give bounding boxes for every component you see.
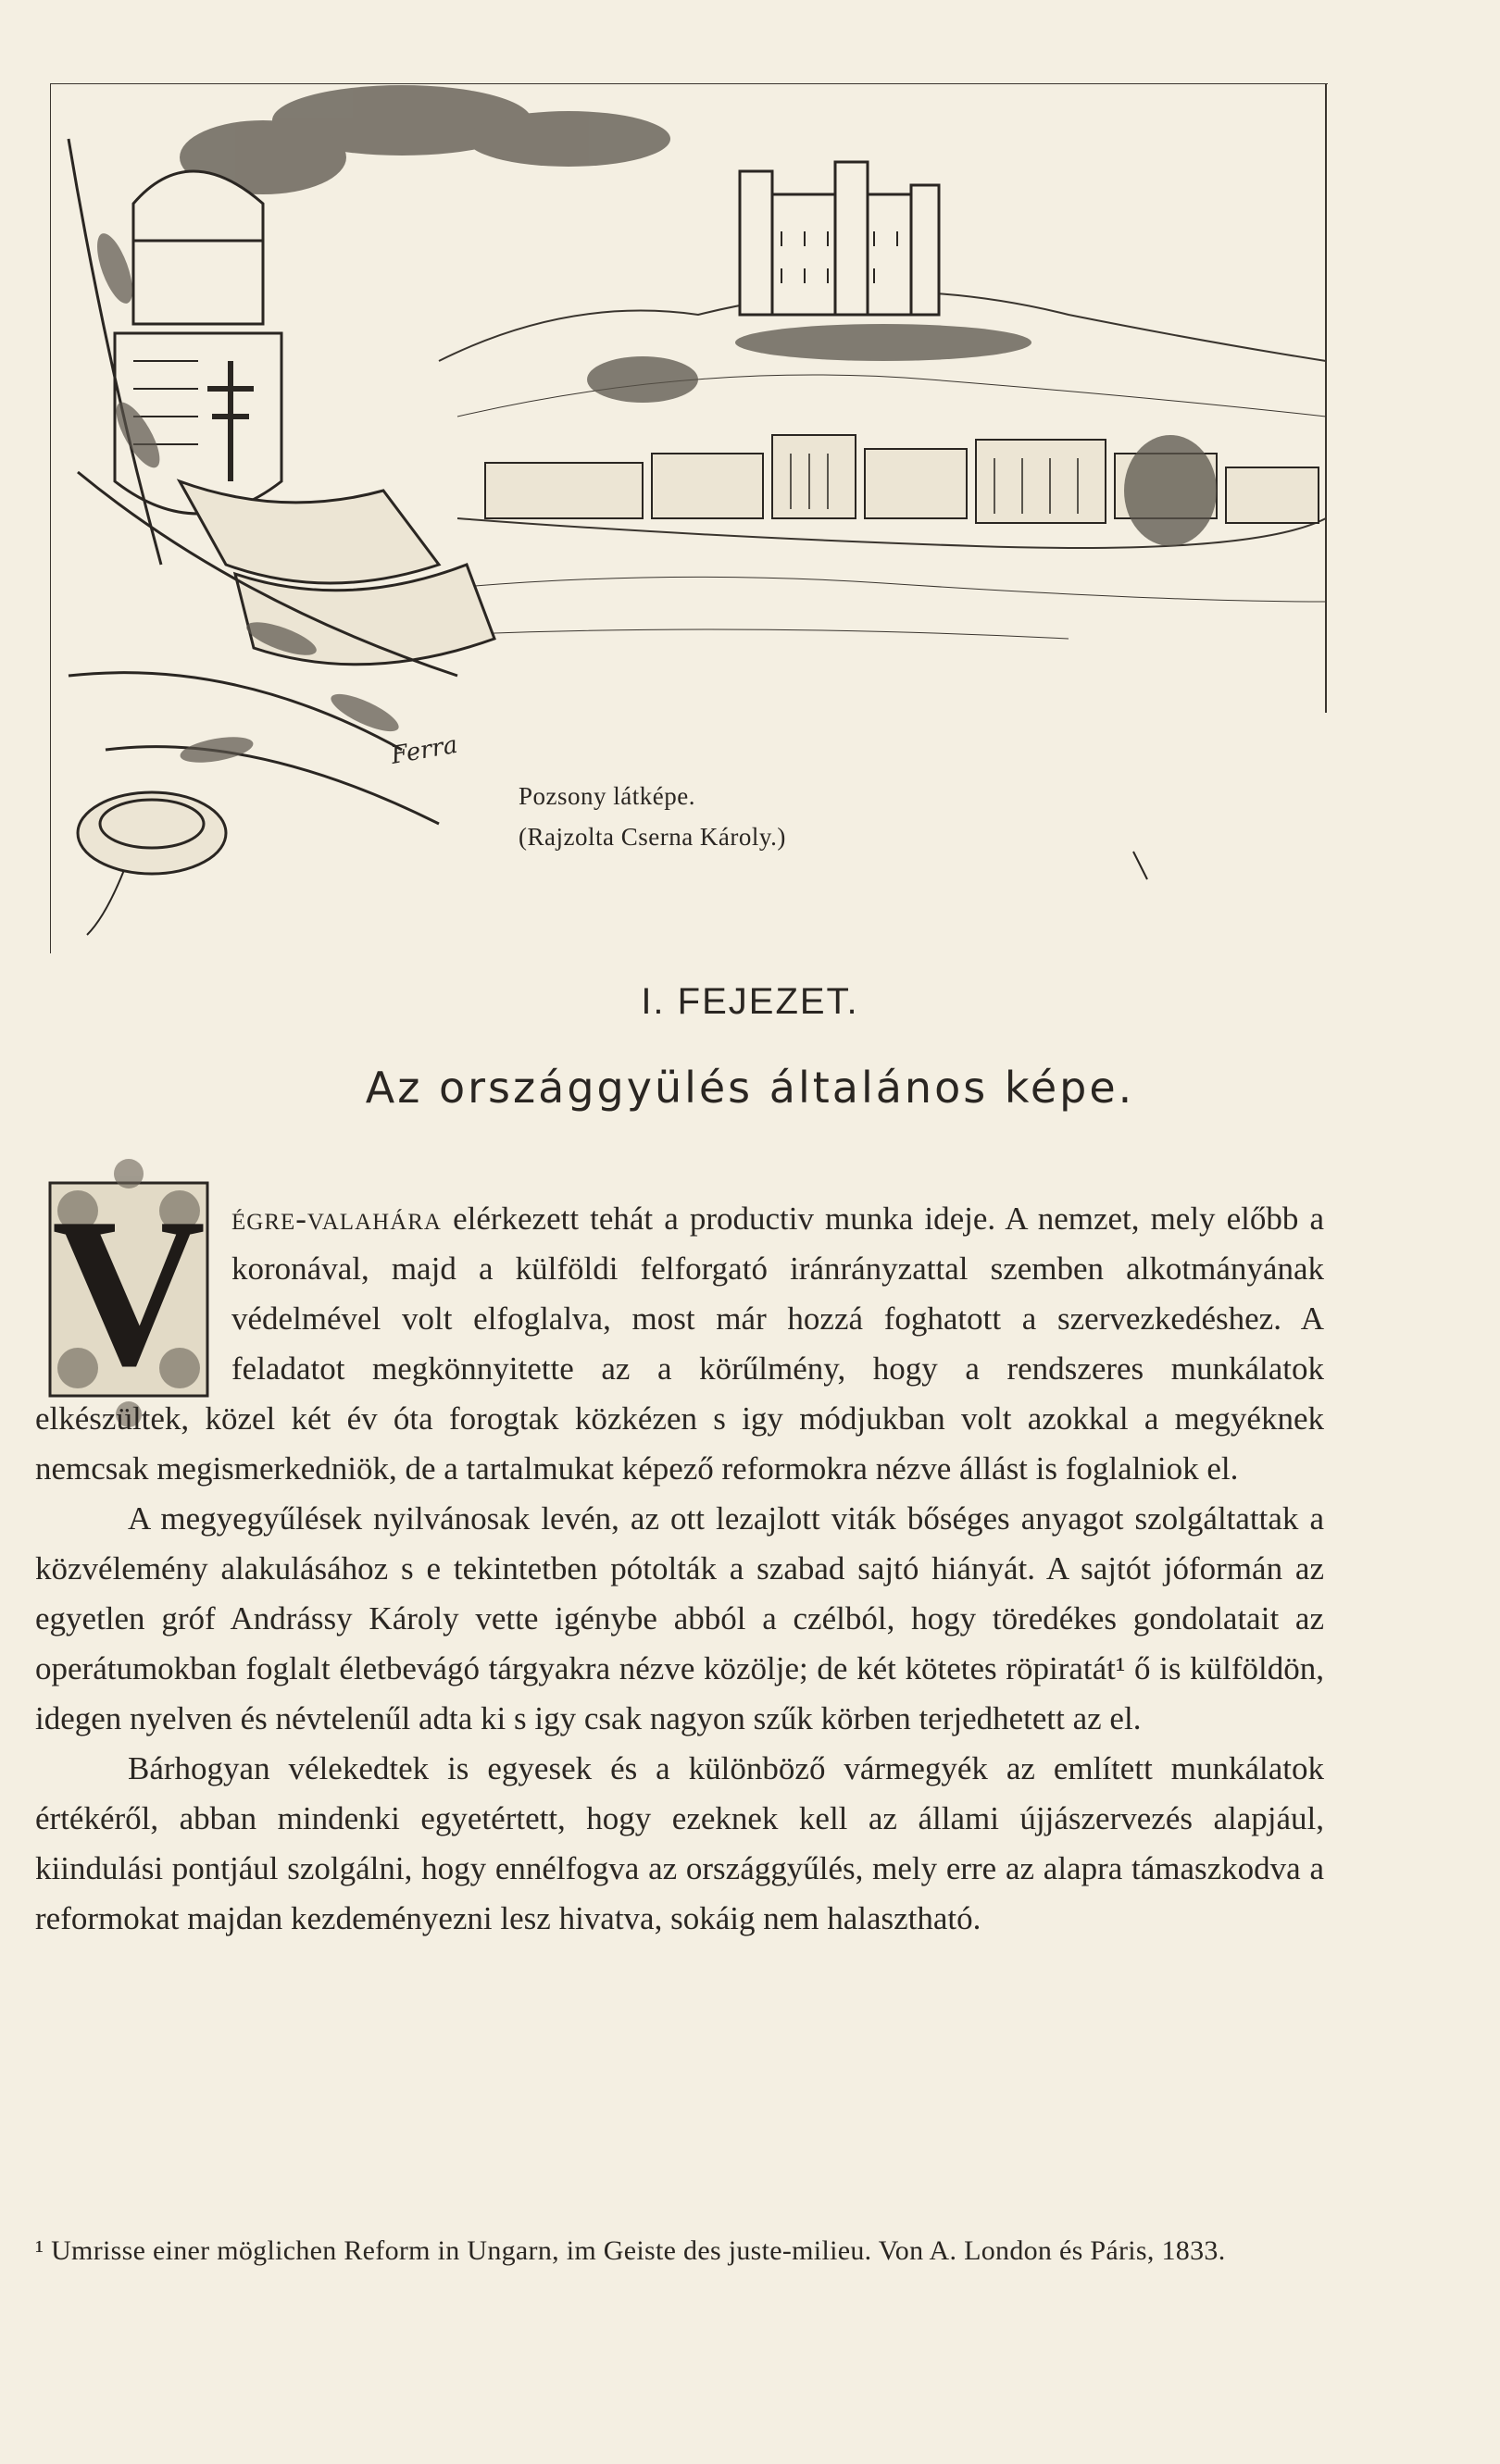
paragraph-3: Bárhogyan vélekedtek is egyesek és a különböző vármegyék az említett munkálatok értékéről, abban mindenki egyetértett, hogy ezeknek kell az állami újjászervezés alapjául, kiindulási pontjául szolgálni, hogy ennélfogva az országgyűlés, mely erre az alapra támaszkodva a reformokat majdan kezdeményezni lesz hivatva, sokáig nem halasztható. <box>35 1750 1324 1936</box>
illustration-caption <box>519 776 786 857</box>
body-text <box>35 1194 1324 1944</box>
initial-spacer <box>35 1194 231 1394</box>
chapter-title: Az országgyülés általános képe. <box>365 1063 1135 1113</box>
svg-text:Ferra: Ferra <box>389 730 460 770</box>
caption-credit: (Rajzolta Cserna Károly.) <box>519 823 786 851</box>
paragraph-1-text: elérkezett tehát a productiv munka ideje. A nemzet, mely előbb a koronával, majd a külföldi felforgató iránrányzattal szemben alkotmányának védelmével volt elfoglalva, most már hozzá foghatott a szervezkedéshez. A feladatot megkönnyitette az a körűlmény, hogy a rendszeres munkálatok elkészültek, közel két év óta forogtak közkézen s igy módjukban volt azokkal a megyéknek nemcsak megismerkedniök, de a tartalmukat képező reformokra nézve állást is foglalniok el. <box>35 1201 1324 1487</box>
paragraph-1 <box>35 1194 1324 1494</box>
paragraph-2: A megyegyűlések nyilvánosak levén, az ott lezajlott viták bőséges anyagot szolgáltattak a közvélemény alakulásához s e tekintetben pótolták a szabad sajtó hiányát. A sajtót jóformán az egyetlen gróf Andrássy Károly vette igénybe abból a czélból, hogy töredékes gondolatait az operátumokban foglalt életbevágó tárgyakra nézve közölje; de két kötetes röpiratát¹ ő is külföldön, idegen nyelven és névtelenűl adta ki s igy csak nagyon szűk körben terjedhetett az el. <box>35 1500 1324 1736</box>
caption-title: Pozsony látképe. <box>519 782 695 810</box>
initial-letter: V <box>51 1174 206 1410</box>
opening-words: égre-valahára <box>231 1201 442 1237</box>
chapter-number: I. FEJEZET. <box>641 981 859 1022</box>
footnote: ¹ Umrisse einer möglichen Reform in Ungarn, im Geiste des juste-milieu. Von A. London és Páris, 1833. <box>35 2235 1226 2266</box>
